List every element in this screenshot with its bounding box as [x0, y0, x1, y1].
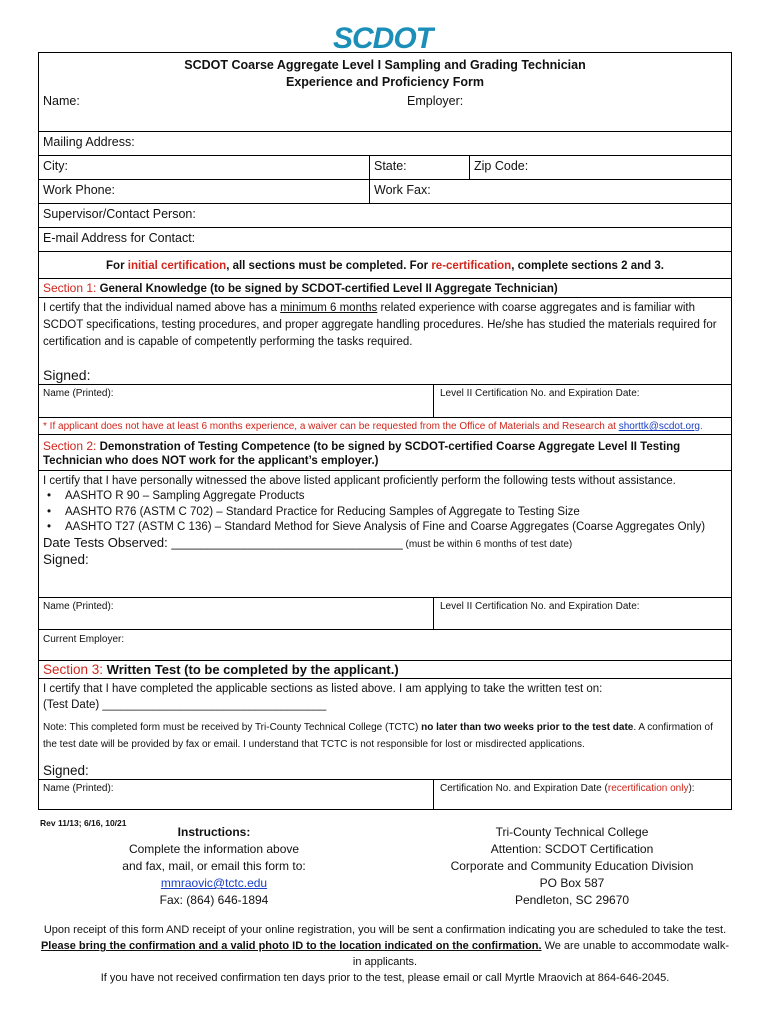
test-item-r76: • AASHTO R76 (ASTM C 702) – Standard Practice for Reducing Samples of Aggregate to Testing Size	[43, 505, 727, 520]
date-observed-note: (must be within 6 months of test date)	[402, 539, 573, 550]
name-field[interactable]: Name:	[43, 94, 80, 108]
bottom-text-a: Upon receipt of this form AND receipt of your online registration, you will be sent a confirmation indicating you are scheduled to take the test.	[43, 924, 727, 936]
address-line-5: Pendleton, SC 29670	[514, 893, 630, 907]
bottom-photo-id: Please bring the confirmation and a valid photo ID to the location indicated on the confirmation.	[40, 940, 542, 952]
section-2-name-printed[interactable]: Name (Printed):	[43, 601, 114, 612]
waiver-note	[39, 417, 731, 434]
section-2-body	[39, 470, 731, 597]
section-3-name-printed[interactable]: Name (Printed):	[43, 783, 114, 794]
note-text-a: Note: This completed form must be received by Tri-County Technical College (TCTC)	[43, 722, 422, 733]
section-2-heading	[39, 434, 731, 470]
form-frame	[38, 52, 732, 810]
bottom-notice	[38, 922, 732, 986]
email-row	[39, 227, 731, 251]
section-1-label: Section 1:	[43, 281, 97, 295]
date-observed-label: Date Tests Observed: ________________________________	[43, 535, 403, 550]
bottom-text-c: We are unable to accommodate walk-in applicants.	[352, 940, 730, 968]
name-row	[39, 91, 731, 131]
instr-text-2: , all sections must be completed. For	[226, 260, 432, 272]
state-field[interactable]: State:	[369, 156, 469, 179]
instructions-line-1: Complete the information above	[128, 842, 300, 856]
instructions-fax: Fax: (864) 646-1894	[159, 893, 269, 907]
test-item-r90: • AASHTO R 90 – Sampling Aggregate Products	[43, 489, 727, 504]
recert-text: re-certification	[431, 260, 512, 272]
instructions-email-link[interactable]: mmraovic@tctc.edu	[160, 876, 268, 890]
current-employer-field[interactable]: Current Employer:	[39, 629, 731, 660]
section-3-label: Section 3:	[43, 662, 104, 677]
mailing-address-block	[430, 824, 714, 909]
section-2-signed[interactable]: Signed:	[43, 552, 89, 567]
instr-text-3: , complete sections 2 and 3.	[511, 260, 664, 272]
address-line-2: Attention: SCDOT Certification	[490, 842, 654, 856]
address-line-4: PO Box 587	[539, 876, 605, 890]
form-title	[39, 53, 731, 91]
section-3-title: Written Test (to be completed by the applicant.)	[103, 662, 399, 677]
cert-recert-only: recertification only	[607, 783, 689, 794]
date-tests-observed[interactable]	[43, 535, 727, 552]
note-text-c: . A confirmation of the test date will be provided by fax or email. I understand that TCTC is not responsible for lost or misdirected applications.	[43, 722, 713, 750]
instructions-block	[112, 824, 316, 909]
cert-text-a: Certification No. and Expiration Date (	[440, 783, 608, 794]
instructions-title: Instructions:	[177, 825, 251, 839]
section-3-cert-no[interactable]	[433, 780, 731, 809]
section-1-body	[39, 297, 731, 367]
section-1-signed[interactable]: Signed:	[43, 367, 91, 383]
zip-code-field[interactable]: Zip Code:	[469, 156, 731, 179]
section-3-name-row	[39, 779, 731, 809]
cert-text-b: ):	[688, 783, 695, 794]
email-field[interactable]: E-mail Address for Contact:	[43, 231, 196, 245]
scdot-logo	[331, 22, 435, 54]
section-2-text: I certify that I have personally witnessed the above listed applicant proficiently perform the following tests without assistance.	[43, 475, 676, 487]
section-3-signed[interactable]: Signed:	[43, 763, 89, 778]
waiver-end: .	[700, 421, 703, 432]
title-line-1: SCDOT Coarse Aggregate Level I Sampling and Grading Technician	[184, 58, 586, 72]
employer-field[interactable]: Employer:	[407, 94, 464, 108]
supervisor-row	[39, 203, 731, 227]
section-2-name-row	[39, 597, 731, 629]
section-3-body	[39, 678, 731, 779]
note-deadline: no later than two weeks prior to the test date	[421, 722, 634, 733]
title-line-2: Experience and Proficiency Form	[286, 75, 484, 89]
section-1-text-b: related experience with coarse aggregates and is familiar with SCDOT specifications, testing procedures, and proper aggregate handling procedures. He/she has studied the materials required for certification and is capable of competently performing the tasks required.	[43, 302, 717, 348]
section-1-heading	[39, 278, 731, 297]
logo-text: SCDOT	[333, 22, 433, 54]
initial-cert-text: initial certification	[127, 260, 227, 272]
test-item-t27: • AASHTO T27 (ASTM C 136) – Standard Method for Sieve Analysis of Fine and Coarse Aggregates (Coarse Aggregates Only)	[43, 520, 727, 535]
instr-text-1: For	[106, 260, 128, 272]
city-row	[39, 155, 731, 179]
section-3-note	[43, 719, 727, 753]
section-3-heading	[39, 660, 731, 678]
section-1-name-row	[39, 384, 731, 417]
test-date-field[interactable]: (Test Date) ___________________________________	[43, 699, 327, 711]
section-1-title: General Knowledge (to be signed by SCDOT-certified Level II Aggregate Technician)	[96, 283, 558, 295]
section-1-min-months: minimum 6 months	[280, 302, 378, 314]
test-list	[43, 489, 727, 535]
supervisor-field[interactable]: Supervisor/Contact Person:	[43, 207, 196, 221]
address-line-1: Tri-County Technical College	[495, 825, 649, 839]
section-1-text-a: I certify that the individual named above has a	[43, 302, 281, 314]
section-2-label: Section 2:	[43, 439, 97, 453]
work-fax-field[interactable]: Work Fax:	[369, 180, 731, 203]
section-3-text-1: I certify that I have completed the applicable sections as listed above. I am applying to take the written test on:	[43, 683, 603, 695]
bottom-text-d: If you have not received confirmation ten days prior to the test, please email or call Myrtle Mraovich at 864-646-2045.	[100, 972, 670, 984]
instructions-line-2: and fax, mail, or email this form to:	[122, 859, 306, 873]
section-2-title: Demonstration of Testing Competence (to be signed by SCDOT-certified Coarse Aggregate Level II Testing Technician who does NOT work for the applicant’s employer.)	[43, 441, 681, 467]
mailing-address-field[interactable]: Mailing Address:	[43, 135, 135, 149]
mailing-row	[39, 131, 731, 155]
completion-instructions	[39, 251, 731, 278]
phone-row	[39, 179, 731, 203]
city-field[interactable]: City:	[43, 159, 68, 173]
section-2-cert-no[interactable]: Level II Certification No. and Expiration Date:	[433, 598, 731, 629]
waiver-email-link[interactable]: shorttk@scdot.org	[618, 421, 700, 432]
section-1-cert-no[interactable]: Level II Certification No. and Expiration Date:	[433, 385, 731, 417]
section-1-name-printed[interactable]: Name (Printed):	[43, 388, 114, 399]
address-line-3: Corporate and Community Education Division	[450, 859, 694, 873]
work-phone-field[interactable]: Work Phone:	[43, 183, 116, 197]
waiver-text: * If applicant does not have at least 6 months experience, a waiver can be requested from the Office of Materials and Research at	[43, 421, 619, 432]
revision-note: Rev 11/13; 6/16, 10/21	[40, 818, 127, 828]
